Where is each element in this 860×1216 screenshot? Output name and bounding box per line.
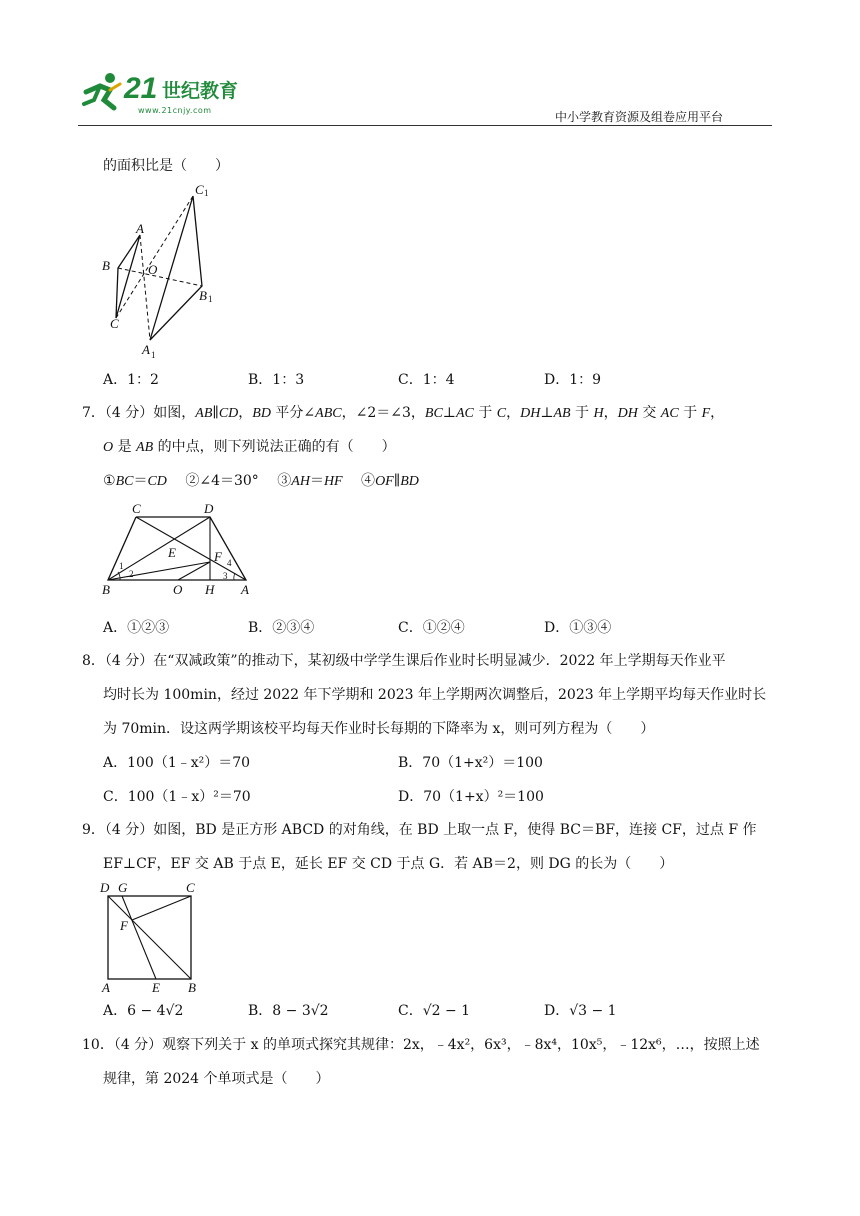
q9-line1: 9．（4 分）如图，BD 是正方形 ABCD 的对角线，在 BD 上取一点 F，使得 BC＝BF，连接 CF，过点 F 作	[82, 822, 757, 838]
q6-option-b[interactable]: B．1：3	[248, 372, 305, 388]
q9-option-c[interactable]: C．√2 − 1	[398, 1003, 471, 1019]
q9-option-a[interactable]: A．6 − 4√2	[103, 1003, 184, 1019]
q7-line2: O 是 AB 的中点，则下列说法正确的有（ ）	[103, 439, 396, 455]
svg-text:1: 1	[151, 350, 156, 360]
logo-url: www.21cnjy.com	[138, 106, 212, 115]
label-A: A	[241, 582, 249, 597]
label-A1: A	[142, 342, 150, 357]
q7-statements: ①BC＝CD ②∠4＝30° ③AH＝HF ④OF∥BD	[103, 473, 419, 489]
q6-tail: 的面积比是（ ）	[103, 158, 229, 174]
svg-text:2: 2	[129, 569, 134, 579]
q7-option-d[interactable]: D．①③④	[544, 620, 612, 636]
label-B: B	[102, 258, 110, 273]
q7-figure	[98, 503, 260, 598]
svg-text:1: 1	[119, 561, 124, 571]
q9-figure	[98, 878, 206, 996]
q7-option-c[interactable]: C．①②④	[398, 620, 465, 636]
header-divider	[78, 125, 772, 126]
svg-text:3: 3	[223, 571, 228, 581]
q8-line2: 均时长为 100min，经过 2022 年下学期和 2023 年上学期两次调整后，2023 年上学期平均每天作业时长	[103, 687, 767, 703]
header-logo	[80, 68, 250, 118]
q7-line1: 7．（4 分）如图，AB∥CD，BD 平分∠ABC，∠2＝∠3，BC⊥AC 于 C，DH⊥AB 于 H，DH 交 AC 于 F，	[82, 405, 725, 421]
label-H: H	[205, 582, 215, 597]
label-B1: B	[199, 288, 207, 303]
label-B: B	[102, 582, 110, 597]
label-E: E	[168, 545, 176, 560]
q10-line2: 规律，第 2024 个单项式是（ ）	[103, 1071, 330, 1087]
q6-figure	[98, 180, 228, 362]
label-A: A	[102, 980, 110, 995]
q9-line2: EF⊥CF，EF 交 AB 于点 E，延长 EF 交 CD 于点 G．若 AB＝2，则 DG 的长为（ ）	[103, 856, 674, 872]
logo-number: 21	[124, 72, 158, 105]
q8-option-a[interactable]: A．100（1﹣x²）＝70	[103, 755, 251, 771]
svg-text:1: 1	[208, 294, 213, 304]
q7-option-a[interactable]: A．①②③	[103, 620, 170, 636]
q10-line1: 10．（4 分）观察下列关于 x 的单项式探究其规律：2x，﹣4x²，6x³，﹣8x⁴，10x⁵，﹣12x⁶，…，按照上述	[82, 1037, 760, 1053]
label-A: A	[136, 221, 144, 236]
q6-option-a[interactable]: A．1：2	[103, 372, 159, 388]
q8-line1: 8．（4 分）在“双减政策”的推动下，某初级中学学生课后作业时长明显减少．2022 年上学期每天作业平	[82, 653, 726, 669]
q9-option-d[interactable]: D．√3 − 1	[544, 1003, 617, 1019]
label-F: F	[214, 549, 222, 564]
runner-logo-icon	[80, 70, 124, 114]
q8-option-b[interactable]: B．70（1+x²）＝100	[398, 755, 543, 771]
label-O: O	[148, 262, 158, 277]
label-C1: C	[195, 182, 204, 197]
label-B: B	[188, 980, 196, 995]
label-O: O	[173, 582, 183, 597]
label-D: D	[204, 503, 214, 516]
label-F: F	[120, 918, 128, 933]
label-G: G	[118, 880, 128, 895]
label-C: C	[186, 880, 195, 895]
q6-option-c[interactable]: C．1：4	[398, 372, 455, 388]
q8-line3: 为 70min．设这两学期该校平均每天作业时长每期的下降率为 x，则可列方程为（ ）	[103, 721, 655, 737]
label-E: E	[152, 980, 160, 995]
label-C: C	[132, 503, 141, 516]
svg-text:4: 4	[227, 558, 232, 568]
platform-name: 中小学教育资源及组卷应用平台	[555, 110, 724, 124]
q8-option-d[interactable]: D．70（1+x）²＝100	[398, 789, 544, 805]
label-C: C	[110, 316, 119, 331]
q9-option-b[interactable]: B．8 − 3√2	[248, 1003, 329, 1019]
q8-option-c[interactable]: C．100（1﹣x）²＝70	[103, 789, 251, 805]
svg-text:1: 1	[204, 188, 209, 198]
label-D: D	[100, 880, 110, 895]
q6-option-d[interactable]: D．1：9	[544, 372, 602, 388]
logo-text: 世纪教育	[162, 80, 239, 102]
q7-option-b[interactable]: B．②③④	[248, 620, 315, 636]
